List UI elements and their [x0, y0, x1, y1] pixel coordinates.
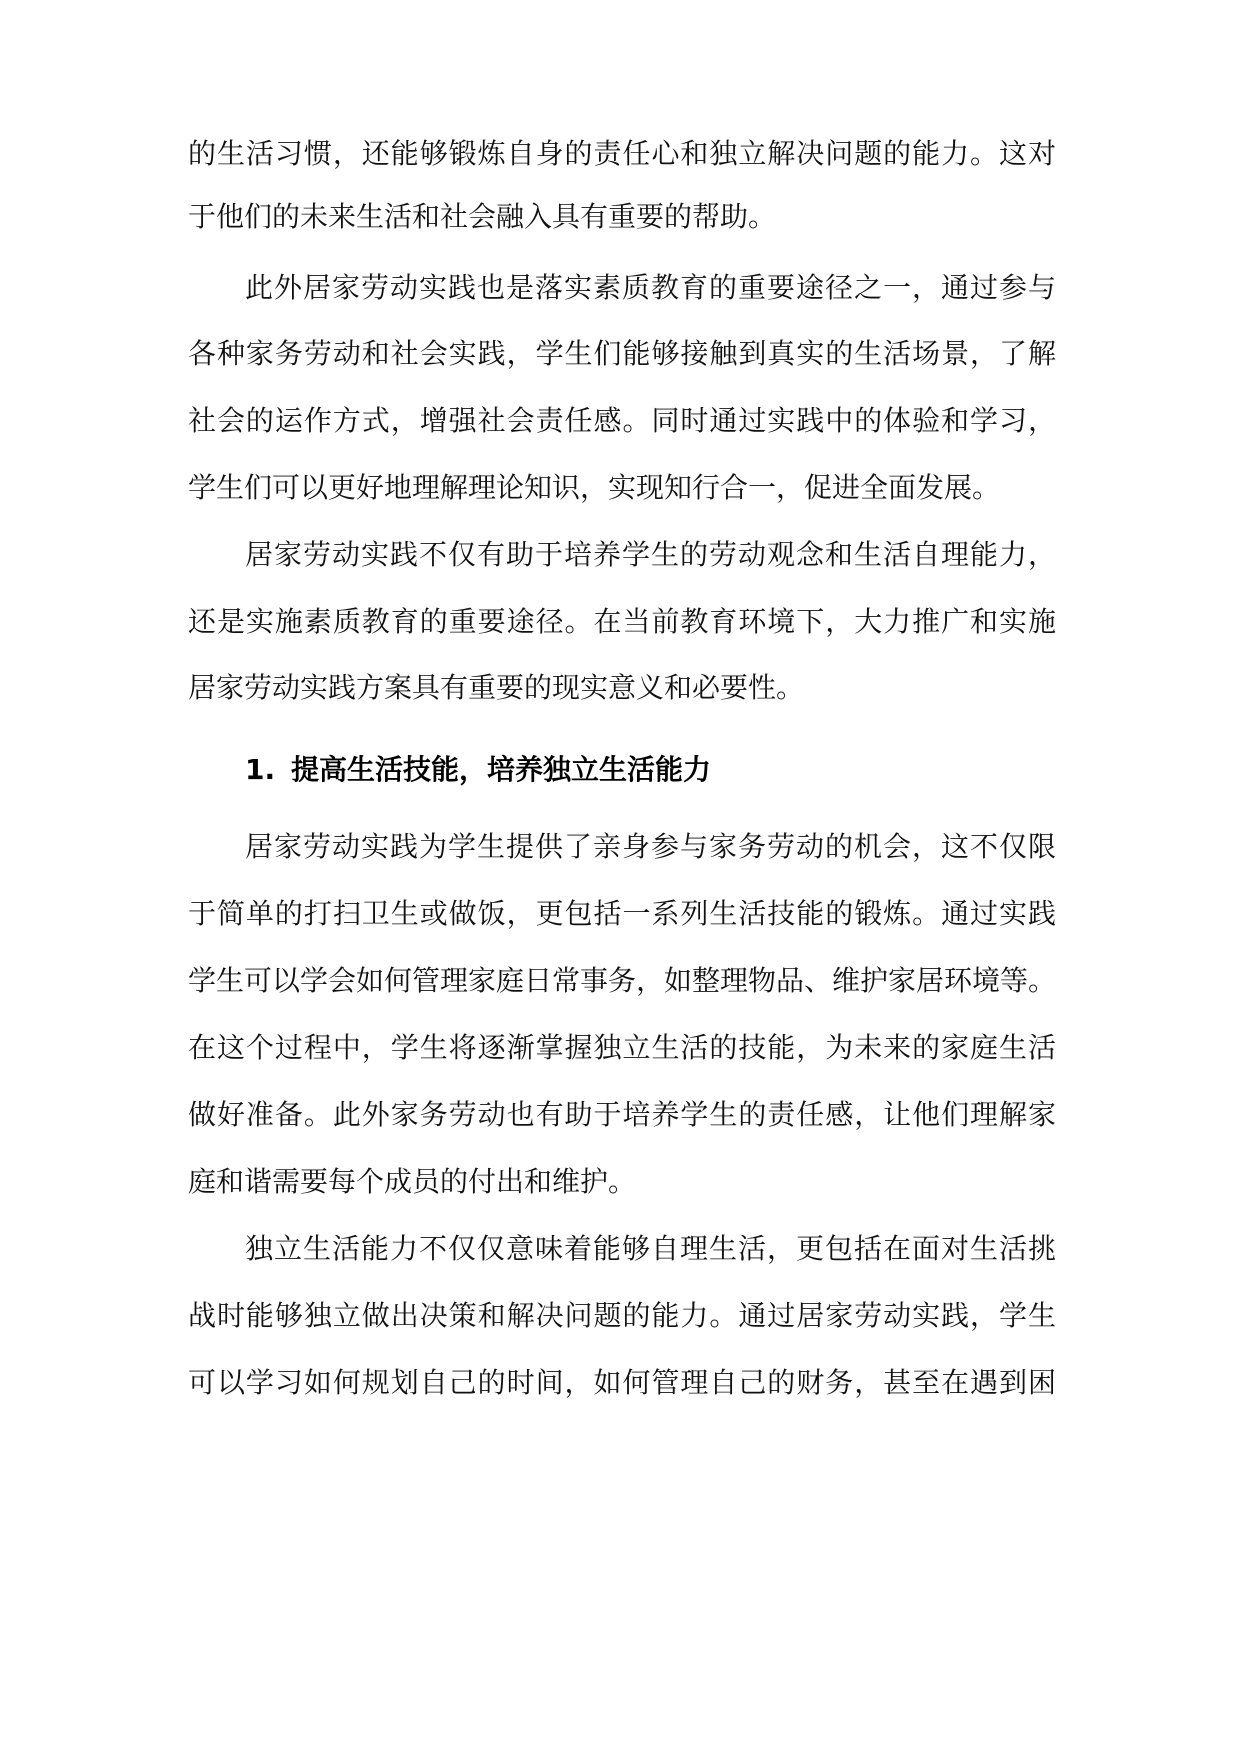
paragraph-5-line-3: 可以学习如何规划自己的时间，如何管理自己的财务，甚至在遇到困 — [188, 1366, 1056, 1399]
paragraph-2-line-4: 学生们可以更好地理解理论知识，实现知行合一，促进全面发展。 — [188, 471, 1001, 504]
paragraph-3-line-3: 居家劳动实践方案具有重要的现实意义和必要性。 — [188, 671, 805, 704]
paragraph-4-line-4: 在这个过程中，学生将逐渐掌握独立生活的技能，为未来的家庭生活 — [188, 1031, 1056, 1064]
section-title: 提高生活技能，培养独立生活能力 — [291, 753, 712, 786]
section-heading — [245, 750, 711, 790]
paragraph-1-line-1: 的生活习惯，还能够锻炼自身的责任心和独立解决问题的能力。这对 — [188, 137, 1056, 170]
paragraph-1-line-2: 于他们的未来生活和社会融入具有重要的帮助。 — [188, 200, 777, 233]
section-number: 1. — [245, 753, 276, 786]
paragraph-4-line-3: 学生可以学会如何管理家庭日常事务，如整理物品、维护家居环境等。 — [188, 964, 1057, 997]
paragraph-3-line-1: 居家劳动实践不仅有助于培养学生的劳动观念和生活自理能力， — [245, 538, 1056, 571]
paragraph-4-line-1: 居家劳动实践为学生提供了亲身参与家务劳动的机会，这不仅限 — [245, 830, 1056, 863]
paragraph-2-line-2: 各种家务劳动和社会实践，学生们能够接触到真实的生活场景，了解 — [188, 337, 1056, 370]
paragraph-5-line-1: 独立生活能力不仅仅意味着能够自理生活，更包括在面对生活挑 — [245, 1232, 1056, 1265]
paragraph-3-line-2: 还是实施素质教育的重要途径。在当前教育环境下，大力推广和实施 — [188, 605, 1056, 638]
paragraph-4-line-6: 庭和谐需要每个成员的付出和维护。 — [188, 1165, 637, 1198]
paragraph-4-line-5: 做好准备。此外家务劳动也有助于培养学生的责任感，让他们理解家 — [188, 1098, 1056, 1131]
paragraph-2-line-3: 社会的运作方式，增强社会责任感。同时通过实践中的体验和学习， — [188, 404, 1056, 437]
paragraph-5-line-2: 战时能够独立做出决策和解决问题的能力。通过居家劳动实践，学生 — [188, 1299, 1056, 1332]
paragraph-2-line-1: 此外居家劳动实践也是落实素质教育的重要途径之一，通过参与 — [245, 271, 1056, 304]
paragraph-4-line-2: 于简单的打扫卫生或做饭，更包括一系列生活技能的锻炼。通过实践 — [188, 897, 1056, 930]
